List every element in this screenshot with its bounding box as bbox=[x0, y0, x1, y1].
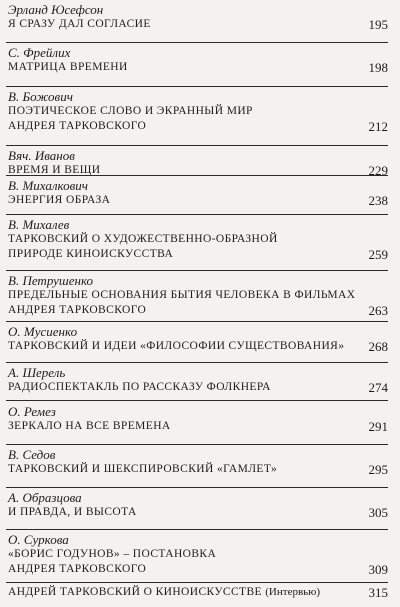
entry-title-row bbox=[8, 585, 388, 600]
entry-author: В. Михалев bbox=[8, 217, 70, 232]
entry-title-line: ЭНЕРГИЯ ОБРАЗА bbox=[8, 194, 111, 206]
divider bbox=[6, 487, 388, 488]
divider bbox=[6, 145, 388, 146]
toc-entry bbox=[8, 217, 388, 262]
entry-author: В. Божович bbox=[8, 89, 73, 104]
toc-entry bbox=[8, 532, 388, 577]
entry-title-line: ТАРКОВСКИЙ И ШЕКСПИРОВСКИЙ «ГАМЛЕТ» bbox=[8, 463, 278, 475]
entry-title-line: «БОРИС ГОДУНОВ» – ПОСТАНОВКА bbox=[8, 548, 217, 560]
entry-page-number: 268 bbox=[368, 339, 388, 354]
entry-author: О. Ремез bbox=[8, 404, 56, 419]
entry-page-number: 263 bbox=[368, 303, 388, 318]
divider bbox=[6, 582, 388, 583]
toc-entry bbox=[8, 178, 388, 208]
toc-entry bbox=[8, 365, 388, 395]
divider bbox=[6, 400, 388, 401]
entry-title-line: Я СРАЗУ ДАЛ СОГЛАСИЕ bbox=[8, 18, 151, 30]
toc-entry bbox=[8, 324, 388, 354]
entry-page-number: 315 bbox=[368, 585, 388, 600]
toc-entry bbox=[8, 45, 388, 75]
divider bbox=[6, 529, 388, 530]
divider bbox=[6, 270, 388, 271]
entry-page-number: 195 bbox=[368, 17, 388, 32]
entry-title-line: РАДИОСПЕКТАКЛЬ ПО РАССКАЗУ ФОЛКНЕРА bbox=[8, 381, 271, 393]
entry-author: В. Петрушенко bbox=[8, 273, 94, 288]
entry-title-row bbox=[8, 380, 388, 395]
entry-page-number: 274 bbox=[368, 380, 388, 395]
entry-title-line: ТАРКОВСКИЙ И ИДЕИ «ФИЛОСОФИИ СУЩЕСТВОВАНИЯ» bbox=[8, 340, 345, 352]
toc-entry bbox=[8, 273, 388, 318]
final-entry-title: АНДРЕЙ ТАРКОВСКИЙ О КИНОИСКУССТВЕ bbox=[8, 586, 262, 598]
entry-author: В. Михалкович bbox=[8, 178, 88, 193]
entry-page-number: 212 bbox=[368, 119, 388, 134]
entry-title-row bbox=[8, 562, 388, 577]
entry-title-row bbox=[8, 17, 388, 32]
entry-title-line: АНДРЕЯ ТАРКОВСКОГО bbox=[8, 120, 147, 132]
entry-author: О. Мусиенко bbox=[8, 324, 78, 339]
entry-title-row bbox=[8, 119, 388, 134]
entry-title-line: МАТРИЦА ВРЕМЕНИ bbox=[8, 61, 128, 73]
entry-title-line: ВРЕМЯ И ВЕЩИ bbox=[8, 164, 101, 176]
entry-title-row bbox=[8, 505, 388, 520]
toc-entry bbox=[8, 490, 388, 520]
entry-author: А. Образцова bbox=[8, 490, 82, 505]
entry-title-line: ПОЭТИЧЕСКОЕ СЛОВО И ЭКРАННЫЙ МИР bbox=[8, 105, 253, 117]
entry-page-number: 238 bbox=[368, 193, 388, 208]
entry-author: В. Седов bbox=[8, 447, 56, 462]
toc-entry bbox=[8, 89, 388, 134]
entry-title-row bbox=[8, 419, 388, 434]
divider bbox=[6, 321, 388, 322]
entry-author: О. Суркова bbox=[8, 532, 69, 547]
divider bbox=[6, 175, 388, 176]
toc-entry bbox=[8, 447, 388, 477]
entry-page-number: 198 bbox=[368, 60, 388, 75]
entry-title-row bbox=[8, 193, 388, 208]
entry-page-number: 291 bbox=[368, 419, 388, 434]
entry-title-row bbox=[8, 462, 388, 477]
entry-author: Вяч. Иванов bbox=[8, 148, 75, 163]
toc-entry bbox=[8, 148, 388, 178]
final-entry-suffix: (Интервью) bbox=[265, 586, 321, 598]
entry-title-line: АНДРЕЯ ТАРКОВСКОГО bbox=[8, 563, 147, 575]
entry-page-number: 305 bbox=[368, 505, 388, 520]
divider bbox=[6, 444, 388, 445]
entry-title-line: АНДРЕЯ ТАРКОВСКОГО bbox=[8, 304, 147, 316]
entry-title-row bbox=[8, 303, 388, 318]
entry-page-number: 229 bbox=[368, 163, 388, 178]
divider bbox=[6, 86, 388, 87]
divider bbox=[6, 42, 388, 43]
entry-title-line bbox=[8, 585, 388, 600]
entry-title-row bbox=[8, 247, 388, 262]
toc-entry bbox=[8, 404, 388, 434]
entry-title-line: ТАРКОВСКИЙ О ХУДОЖЕСТВЕННО-ОБРАЗНОЙ bbox=[8, 233, 278, 245]
toc-entry bbox=[8, 2, 388, 32]
entry-title-row bbox=[8, 339, 388, 354]
entry-page-number: 309 bbox=[368, 562, 388, 577]
entry-title-line: И ПРАВДА, И ВЫСОТА bbox=[8, 506, 137, 518]
entry-title-line: ПРЕДЕЛЬНЫЕ ОСНОВАНИЯ БЫТИЯ ЧЕЛОВЕКА В ФИЛЬМАХ bbox=[8, 289, 356, 301]
entry-author: А. Шерель bbox=[8, 365, 66, 380]
entry-title-row bbox=[8, 60, 388, 75]
entry-title-line: ПРИРОДЕ КИНОИСКУССТВА bbox=[8, 248, 174, 260]
entry-author: С. Фрейлих bbox=[8, 45, 71, 60]
divider bbox=[6, 214, 388, 215]
entry-page-number: 259 bbox=[368, 247, 388, 262]
toc-entry bbox=[8, 585, 388, 600]
entry-page-number: 295 bbox=[368, 462, 388, 477]
entry-title-line: ЗЕРКАЛО НА ВСЕ ВРЕМЕНА bbox=[8, 420, 171, 432]
divider bbox=[6, 362, 388, 363]
entry-author: Эрланд Юсефсон bbox=[8, 2, 104, 17]
